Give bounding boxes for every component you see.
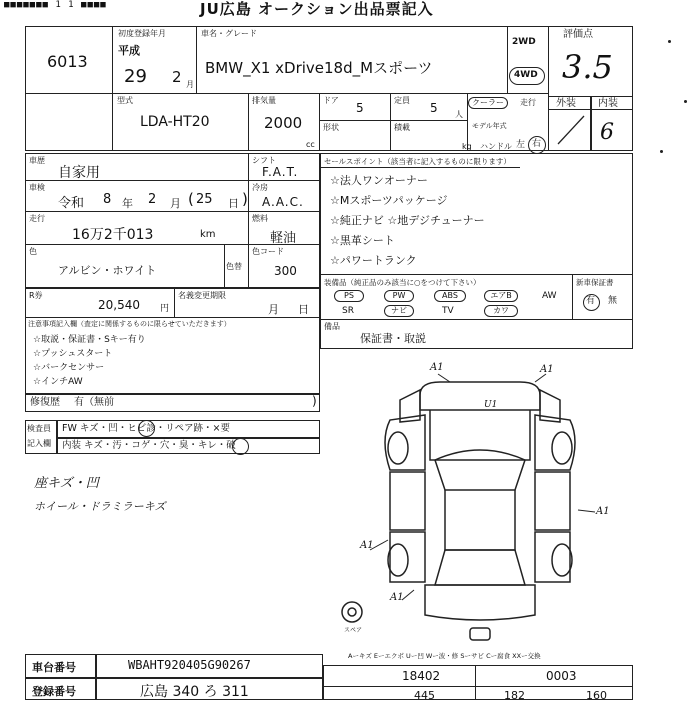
equip-tv: TV [442,306,454,316]
handwritten-note-1: 座キズ・凹 [34,476,99,491]
shift-value: F.A.T. [262,165,299,179]
hybrid-label: 走行 [520,98,536,107]
color-label: 色 [29,247,37,256]
cooler-badge: クーラー [468,97,508,109]
displacement-unit: cc [306,140,315,149]
handle-label: ハンドル [480,142,512,151]
inspection-year: 8 [103,192,112,207]
sales-point-1: ☆法人ワンオーナー [330,174,428,187]
first-reg-era: 平成 [118,44,140,57]
inspection-day-unit: 日 [228,197,239,210]
new-car-label: 新車保証書 [576,278,614,287]
interior-value: 6 [600,120,614,145]
first-reg-month: 2 [172,68,182,86]
bottom-num-a: 18402 [402,669,441,683]
inspector-label-top: 検査員 [27,424,51,433]
handwritten-note-2: ホイール・ドラミラーキズ [34,500,166,513]
first-reg-year: 29 [124,66,147,87]
ac-label: 冷房 [252,183,268,192]
sales-point-3: ☆純正ナビ ☆地デジチューナー [330,214,485,227]
note-3: ☆バークセンサー [33,363,105,373]
fuel-label: 燃料 [252,214,268,223]
bottom-small-a: 445 [414,689,435,702]
ac-value: A.A.C. [262,195,304,209]
spare-label: スペア [344,627,363,634]
bottom-right-vline-1 [475,665,476,700]
chassis-label: 車台番号 [32,661,76,674]
bottom-small-c: 160 [586,689,607,702]
repair-close-paren: ) [312,394,317,408]
damage-mark-6: A1 [390,592,404,603]
exterior-label: 外装 [556,98,576,109]
recycle-label: R券 [29,291,43,300]
model-label: 型式 [117,96,133,105]
meter-change-label: 名義変更期限 [178,291,226,300]
handle-right: 右 [532,139,542,149]
accessories-value: 保証書・取説 [360,332,426,345]
lot-number: 6013 [47,52,88,71]
usage-label: 車歴 [29,156,45,165]
model-year-label: モデル年式 [472,122,507,130]
capacity-label: 定員 [394,96,410,105]
color-code-label: 色コード [252,247,284,256]
color-code-value: 300 [274,264,297,278]
grade-value: 3.5 [562,48,613,86]
reg-label: 登録番号 [32,685,76,698]
chassis-value: WBAHT920405G90267 [128,658,251,672]
car-name-label: 車名・グレード [201,29,257,38]
note-4: ☆インチAW [33,377,83,387]
damage-mark-2: A1 [540,364,554,375]
mileage-unit: km [200,229,216,240]
inspection-month: 2 [148,192,157,207]
inspector-circle-1 [138,420,155,437]
car-diagram [330,360,630,650]
car-name-value: BMW_X1 xDrive18d_Mスポーツ [205,59,433,77]
displacement-label: 排気量 [252,96,276,105]
sheet-title: JU広島 オークション出品票記入 [200,0,434,18]
shift-label: シフト [252,156,276,165]
inspection-month-unit: 月 [170,197,181,210]
damage-mark-5: A1 [360,540,374,551]
equip-ps: PS [334,290,364,302]
capacity-value: 5 [430,101,438,115]
load-label: 積載 [394,123,410,132]
equip-navi: ナビ [384,305,414,317]
recycle-unit: 円 [160,304,170,314]
sales-points-label: セールスポイント（該当者に記入するものに限ります） [324,157,511,166]
drive-4wd: 4WD [514,70,538,80]
model-value: LDA-HT20 [140,114,210,130]
notes-label: 注意事項記入欄（査定に関係するものに限らせていただきます） [28,320,231,328]
equip-leather: カワ [484,305,518,317]
margin-dot-1 [668,40,671,43]
inspection-day-paren: ( [188,190,194,208]
bottom-num-b: 0003 [546,669,577,683]
margin-dot-2 [684,100,687,103]
grade-label: 評価点 [563,29,593,40]
shape-label: 形状 [323,123,339,132]
inspection-year-unit: 年 [122,197,133,210]
equip-aw: AW [542,291,557,301]
meter-change-month: 月 [268,303,279,316]
new-car-no: 無 [608,296,618,306]
first-reg-label: 初度登録年月 [118,29,166,38]
displacement-value: 2000 [264,114,303,132]
inspector-circle-2 [232,438,249,455]
inspection-day-paren-close: ) [242,190,248,208]
inspector-interior-row: 内装 キズ・汚・コゲ・穴・臭・キレ・破 [62,440,236,451]
repair-label: 修復歴 [30,397,60,408]
equip-abs: ABS [434,290,466,302]
first-reg-month-unit: 月 [186,80,194,89]
color-change-label: 色替 [226,262,242,271]
repair-divider [25,393,320,395]
mileage-value: 16万2千013 [72,227,154,243]
sales-point-4: ☆黒革シート [330,234,395,247]
inspection-label: 車検 [29,183,45,192]
drive-2wd: 2WD [512,37,536,47]
mileage-label: 走行 [29,214,45,223]
bottom-table-vline [95,654,97,700]
accessories-label: 備品 [324,322,340,331]
margin-dot-3 [660,150,663,153]
bottom-small-b: 182 [504,689,525,702]
new-car-yes: 有 [586,296,596,306]
inspection-day: 25 [196,192,213,207]
sales-point-2: ☆Mスポーツパッケージ [330,194,448,207]
reg-value: 広島 340 ろ 311 [140,684,249,700]
damage-mark-1: A1 [430,362,444,373]
meter-change-day: 日 [298,303,309,316]
equip-pw: PW [384,290,414,302]
bottom-right-hline [323,686,633,687]
damage-legend: Aーキズ Eーエクボ Uー凹 Wー波・修 Sーサビ Cー腐食 XXー交換 [348,652,541,660]
top-strip: ■■■■■■■ 1 1 ■■■■ [4,0,107,10]
handle-left: 左 [516,140,526,150]
usage-value: 自家用 [58,165,100,181]
color-value: アルビン・ホワイト [58,264,157,277]
doors-value: 5 [356,101,364,115]
recycle-value: 20,540 [98,298,140,312]
sales-points-label-underline [320,167,520,168]
note-2: ☆プッシュスタート [33,349,113,359]
note-1: ☆取説・保証書・Sキー有り [33,335,146,345]
exterior-slash [552,112,588,148]
damage-mark-4: A1 [596,506,610,517]
inspector-divider-h [56,437,320,439]
equip-airbag: エアB [484,290,518,302]
equipment-label: 装備品（純正品のみ該当に○をつけて下さい） [324,278,481,287]
capacity-unit: 人 [455,110,463,119]
inspector-fw-row: FW キズ・凹・ヒビ診・リペア跡・×要 [62,423,230,434]
bottom-table-hline [25,677,323,679]
interior-label: 内装 [598,98,618,109]
kg-label: kg [462,142,472,151]
inspection-era: 令和 [58,196,85,211]
inspector-label-bottom: 記入欄 [27,439,51,448]
fuel-value: 軽油 [270,231,297,246]
doors-label: ドア [323,96,339,105]
damage-mark-3: U1 [484,400,498,410]
repair-value: 有（無前 [74,397,114,408]
grade-sub-divider [590,96,592,151]
equip-sr: SR [342,306,354,316]
sales-point-5: ☆パワートランク [330,254,417,267]
